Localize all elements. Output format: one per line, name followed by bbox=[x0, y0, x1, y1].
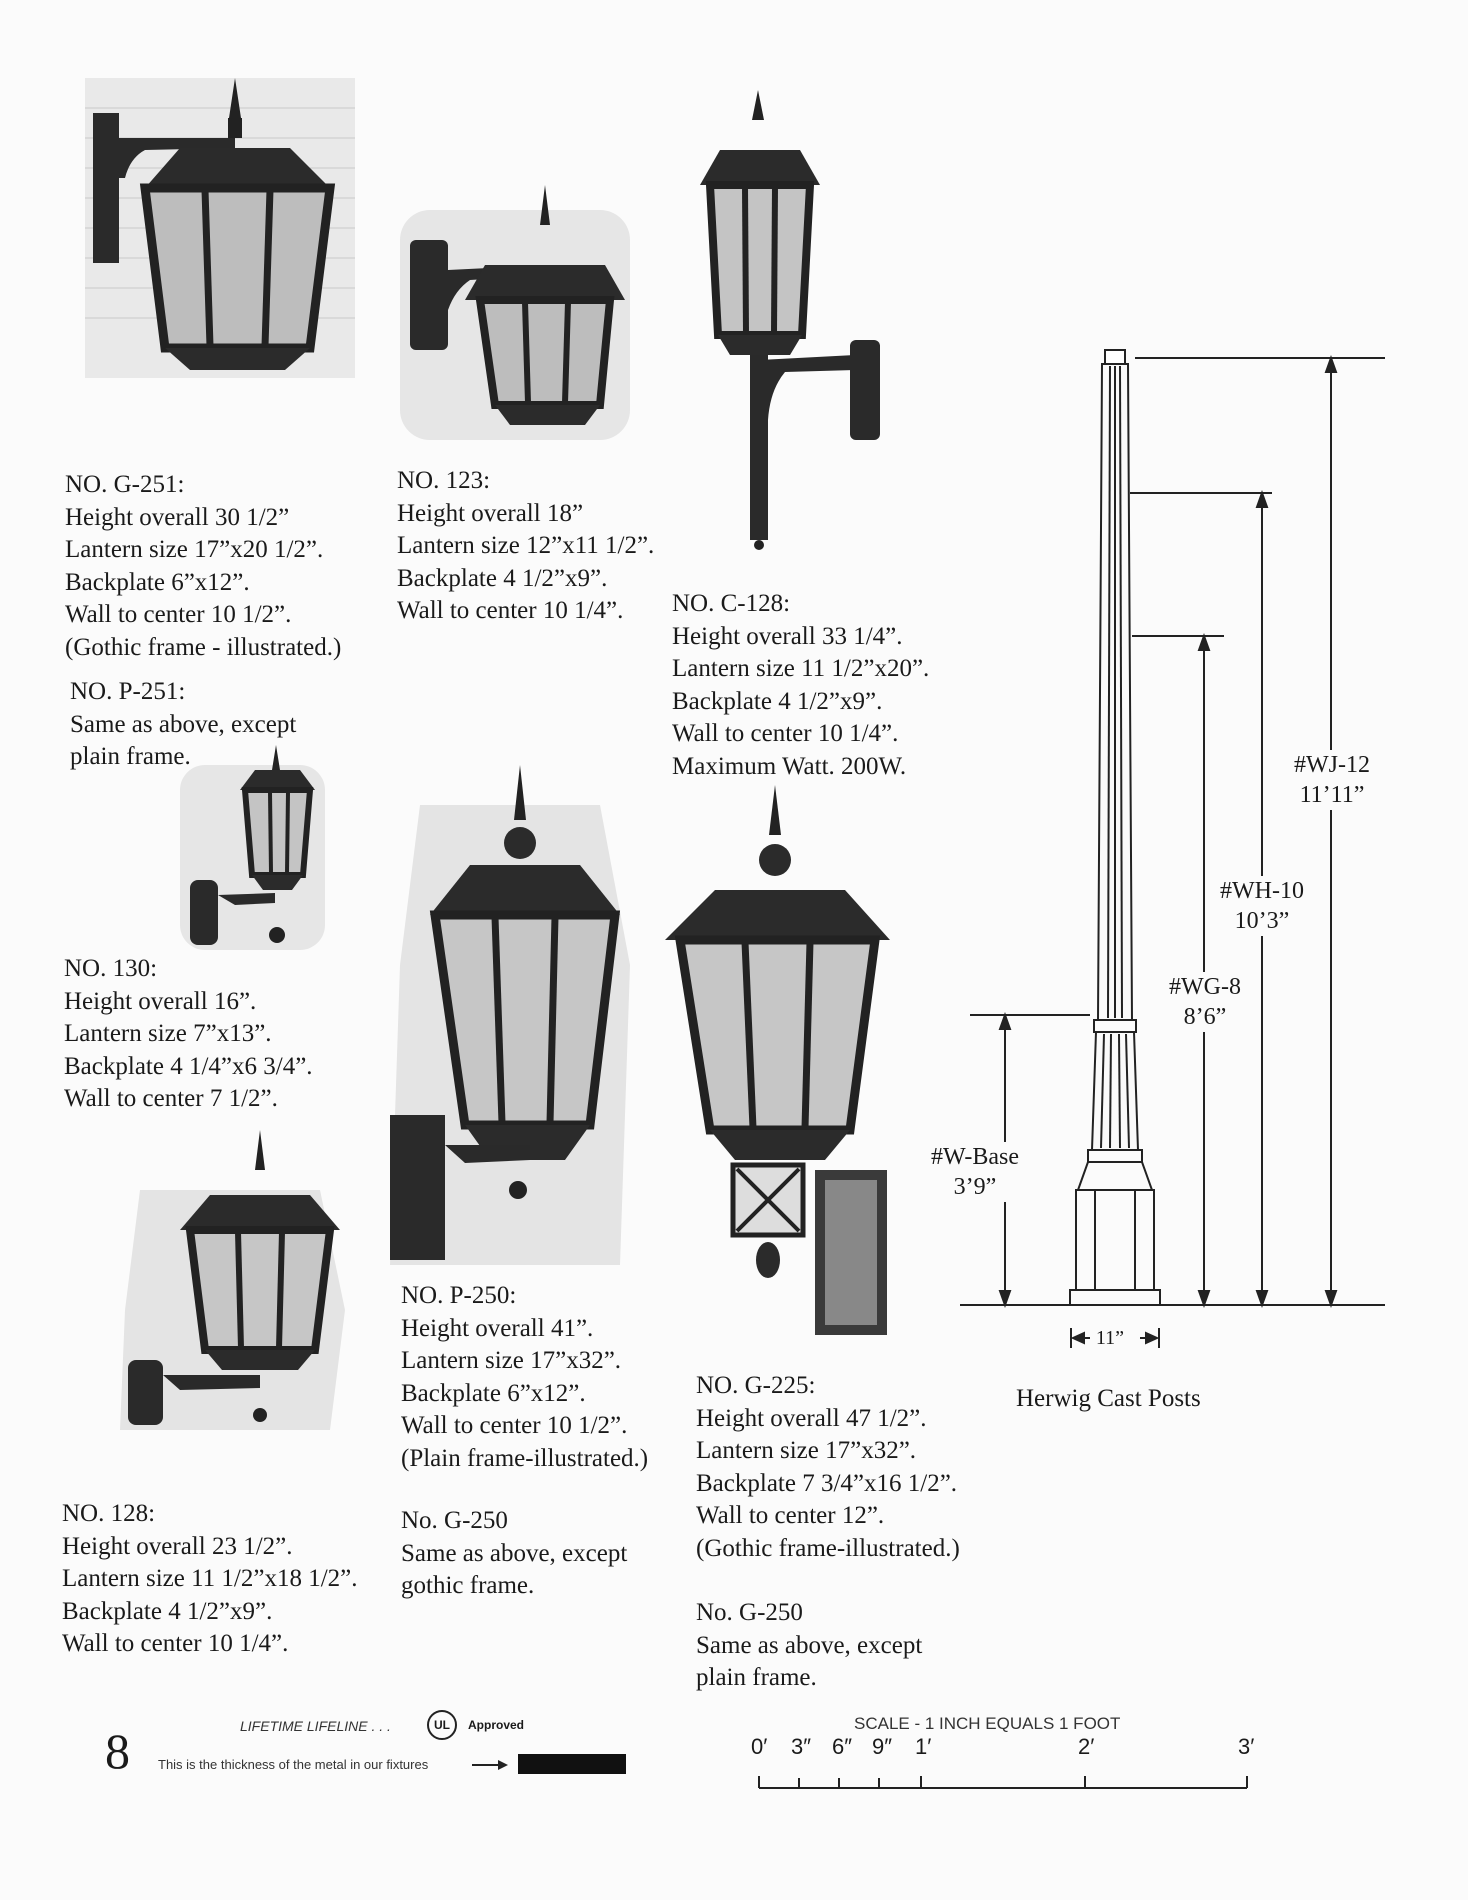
spec-line: NO. 128: bbox=[62, 1500, 156, 1527]
scale-tick-label: 3′ bbox=[1238, 1734, 1255, 1759]
spec-line: Height overall 33 1/4”. bbox=[672, 622, 903, 650]
post-height: 8’6” bbox=[1183, 1004, 1227, 1030]
spec-line: Lantern size 11 1/2”x18 1/2”. bbox=[62, 1565, 358, 1592]
ul-mark: UL bbox=[434, 1718, 450, 1732]
spec-p251 bbox=[70, 676, 296, 774]
spec-line: Maximum Watt. 200W. bbox=[672, 752, 907, 780]
post-label-wg8 bbox=[1160, 972, 1250, 1032]
spec-line: Same as above, except bbox=[401, 1539, 628, 1567]
spec-line: Same as above, except bbox=[696, 1631, 923, 1659]
spec-line: NO. 130: bbox=[64, 955, 158, 982]
ul-logo bbox=[427, 1710, 457, 1740]
post-model: #W-Base bbox=[931, 1144, 1019, 1170]
thickness-note: This is the thickness of the metal in our fixtures bbox=[158, 1757, 429, 1772]
spec-line: No. G-250 bbox=[401, 1507, 508, 1534]
arrow-right-icon bbox=[472, 1757, 508, 1773]
spec-line: NO. P-251: bbox=[70, 678, 186, 705]
spec-line: Height overall 30 1/2” bbox=[65, 503, 290, 531]
post-model: #WH-10 bbox=[1220, 878, 1304, 904]
spec-line: Backplate 6”x12”. bbox=[65, 568, 250, 596]
spec-line: Wall to center 10 1/2”. bbox=[401, 1412, 628, 1439]
post-model: #WJ-12 bbox=[1294, 752, 1370, 778]
spec-line: Lantern size 17”x32”. bbox=[696, 1437, 917, 1464]
spec-line: NO. G-225: bbox=[696, 1372, 816, 1399]
spec-c128 bbox=[672, 588, 929, 783]
spec-g250-plain bbox=[696, 1597, 922, 1695]
spec-line: Backplate 4 1/4”x6 3/4”. bbox=[64, 1052, 313, 1080]
spec-line: Same as above, except bbox=[70, 710, 297, 738]
spec-line: Wall to center 12”. bbox=[696, 1502, 885, 1529]
spec-p250 bbox=[401, 1280, 648, 1475]
lamp-g225-image bbox=[665, 785, 890, 1345]
spec-line: Backplate 4 1/2”x9”. bbox=[672, 687, 883, 715]
spec-line: Lantern size 7”x13”. bbox=[64, 1020, 272, 1047]
post-label-wbase bbox=[920, 1142, 1030, 1202]
spec-line: Height overall 47 1/2”. bbox=[696, 1404, 927, 1432]
lamp-128-image bbox=[120, 1130, 350, 1430]
scale-tick-label: 9″ bbox=[872, 1734, 893, 1759]
post-height: 11’11” bbox=[1299, 782, 1365, 808]
spec-line: Lantern size 17”x32”. bbox=[401, 1347, 622, 1374]
post-label-wh10 bbox=[1212, 876, 1312, 936]
spec-g250-gothic bbox=[401, 1505, 627, 1603]
post-caption: Herwig Cast Posts bbox=[1016, 1385, 1201, 1412]
spec-130 bbox=[64, 953, 313, 1116]
spec-line: Height overall 16”. bbox=[64, 987, 257, 1015]
spec-line: Wall to center 10 1/4”. bbox=[672, 720, 899, 747]
spec-line: NO. G-251: bbox=[65, 471, 185, 498]
scale-tick-label: 0′ bbox=[751, 1734, 768, 1759]
lifeline-text: LIFETIME LIFELINE . . . bbox=[240, 1718, 391, 1734]
spec-line: Lantern size 17”x20 1/2”. bbox=[65, 536, 324, 563]
spec-g251 bbox=[65, 469, 341, 664]
approved-text: Approved bbox=[468, 1718, 525, 1732]
scale-tick-label: 6″ bbox=[832, 1734, 853, 1759]
spec-line: No. G-250 bbox=[696, 1599, 803, 1626]
spec-line: (Gothic frame-illustrated.) bbox=[696, 1534, 960, 1562]
spec-line: Backplate 6”x12”. bbox=[401, 1379, 586, 1407]
lamp-123-image bbox=[400, 185, 630, 440]
spec-line: Wall to center 10 1/4”. bbox=[397, 597, 624, 624]
scale-ruler bbox=[755, 1770, 1255, 1790]
spec-line: plain frame. bbox=[696, 1664, 817, 1691]
metal-thickness-bar bbox=[518, 1754, 626, 1774]
scale-title: SCALE - 1 INCH EQUALS 1 FOOT bbox=[854, 1714, 1121, 1733]
spec-line: Lantern size 11 1/2”x20”. bbox=[672, 655, 930, 682]
spec-line: Height overall 41”. bbox=[401, 1314, 594, 1342]
spec-line: NO. C-128: bbox=[672, 590, 791, 617]
lamp-p250-image bbox=[390, 765, 630, 1265]
spec-line: (Plain frame-illustrated.) bbox=[401, 1444, 649, 1472]
cast-post-diagram bbox=[960, 340, 1400, 1360]
spec-line: Lantern size 12”x11 1/2”. bbox=[397, 532, 655, 559]
lamp-130-image bbox=[180, 745, 325, 955]
spec-line: NO. P-250: bbox=[401, 1282, 517, 1309]
spec-line: NO. 123: bbox=[397, 467, 491, 494]
post-base-width: 11” bbox=[1090, 1323, 1130, 1353]
spec-line: Backplate 7 3/4”x16 1/2”. bbox=[696, 1469, 958, 1497]
spec-line: gothic frame. bbox=[401, 1572, 535, 1599]
spec-line: Backplate 4 1/2”x9”. bbox=[397, 564, 608, 592]
spec-line: Wall to center 7 1/2”. bbox=[64, 1085, 278, 1112]
post-label-wj12 bbox=[1282, 750, 1382, 810]
post-model: #WG-8 bbox=[1169, 974, 1241, 1000]
spec-line: Wall to center 10 1/4”. bbox=[62, 1630, 289, 1657]
spec-line: Height overall 23 1/2”. bbox=[62, 1532, 293, 1560]
spec-line: Wall to center 10 1/2”. bbox=[65, 601, 292, 628]
post-height: 3’9” bbox=[953, 1174, 997, 1200]
scale-tick-label: 1′ bbox=[915, 1734, 932, 1759]
lamp-c128-image bbox=[680, 90, 890, 550]
scale-tick-label: 3″ bbox=[791, 1734, 812, 1759]
spec-line: (Gothic frame - illustrated.) bbox=[65, 633, 342, 661]
spec-g225 bbox=[696, 1370, 960, 1565]
post-height: 10’3” bbox=[1234, 908, 1290, 934]
spec-line: Backplate 4 1/2”x9”. bbox=[62, 1597, 273, 1625]
scale-tick-label: 2′ bbox=[1078, 1734, 1095, 1759]
spec-128 bbox=[62, 1498, 358, 1661]
spec-123 bbox=[397, 465, 654, 628]
page-number: 8 bbox=[105, 1723, 130, 1779]
spec-line: plain frame. bbox=[70, 743, 191, 770]
spec-line: Height overall 18” bbox=[397, 499, 584, 527]
lamp-g251-image bbox=[85, 78, 355, 378]
